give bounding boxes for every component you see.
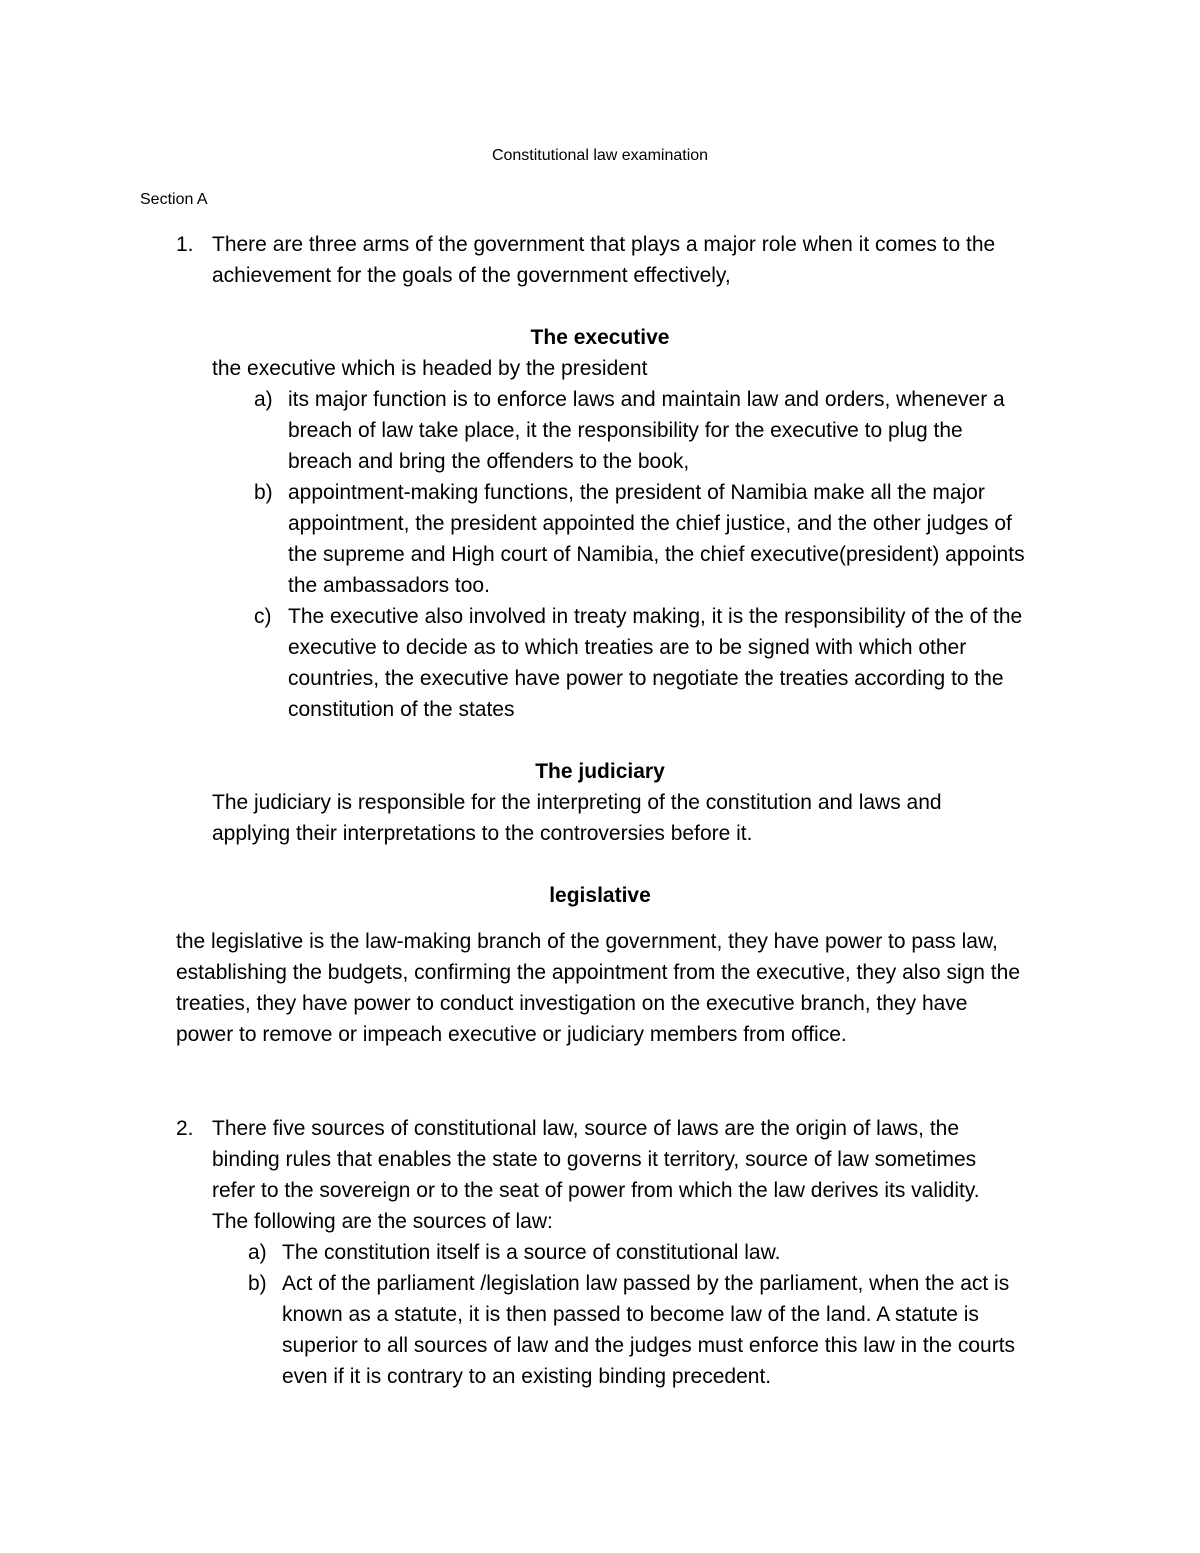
- question-text-line: There are three arms of the government that plays a major role when it comes to the: [212, 233, 996, 256]
- list-item-line: breach and bring the offenders to the book,: [288, 450, 690, 473]
- executive-intro: the executive which is headed by the president: [212, 357, 648, 380]
- question-text-line: binding rules that enables the state to governs it territory, source of law sometimes: [212, 1148, 977, 1171]
- list-item-line: The constitution itself is a source of constitutional law.: [282, 1241, 781, 1264]
- legislative-heading: legislative: [549, 884, 651, 907]
- question-text-line: The following are the sources of law:: [212, 1210, 553, 1233]
- list-label: a): [248, 1241, 267, 1264]
- section-label: Section A: [140, 191, 208, 208]
- judiciary-text-line: applying their interpretations to the controversies before it.: [212, 822, 753, 845]
- list-item-line: executive to decide as to which treaties are to be signed with which other: [288, 636, 967, 659]
- legislative-text-line: establishing the budgets, confirming the appointment from the executive, they also sign the: [176, 961, 1020, 984]
- list-item-line: appointment, the president appointed the chief justice, and the other judges of: [288, 512, 1012, 535]
- judiciary-text-line: The judiciary is responsible for the interpreting of the constitution and laws and: [212, 791, 942, 814]
- list-item-line: breach of law take place, it the responsibility for the executive to plug the: [288, 419, 963, 442]
- list-item-line: the ambassadors too.: [288, 574, 490, 597]
- executive-heading: The executive: [530, 326, 670, 349]
- list-label: c): [254, 605, 272, 628]
- legislative-text-line: power to remove or impeach executive or judiciary members from office.: [176, 1023, 847, 1046]
- list-item-line: superior to all sources of law and the judges must enforce this law in the courts: [282, 1334, 1016, 1357]
- list-item-line: countries, the executive have power to negotiate the treaties according to the: [288, 667, 1004, 690]
- list-item-line: constitution of the states: [288, 698, 515, 721]
- list-label: b): [254, 481, 273, 504]
- question-number: 1.: [176, 233, 194, 256]
- document-title: Constitutional law examination: [491, 147, 709, 164]
- list-label: b): [248, 1272, 267, 1295]
- list-label: a): [254, 388, 273, 411]
- list-item-line: even if it is contrary to an existing binding precedent.: [282, 1365, 772, 1388]
- list-item-line: the supreme and High court of Namibia, the chief executive(president) appoints: [288, 543, 1025, 566]
- list-item-line: its major function is to enforce laws and maintain law and orders, whenever a: [288, 388, 1005, 411]
- list-item-line: known as a statute, it is then passed to become law of the land. A statute is: [282, 1303, 979, 1326]
- legislative-text-line: the legislative is the law-making branch of the government, they have power to pass law,: [176, 930, 998, 953]
- question-number: 2.: [176, 1117, 194, 1140]
- list-item-line: appointment-making functions, the president of Namibia make all the major: [288, 481, 985, 504]
- question-text-line: refer to the sovereign or to the seat of power from which the law derives its validity.: [212, 1179, 980, 1202]
- judiciary-heading: The judiciary: [535, 760, 665, 783]
- question-text-line: achievement for the goals of the government effectively,: [212, 264, 731, 287]
- list-item-line: Act of the parliament /legislation law passed by the parliament, when the act is: [282, 1272, 1010, 1295]
- question-text-line: There five sources of constitutional law, source of laws are the origin of laws, the: [212, 1117, 960, 1140]
- legislative-text-line: treaties, they have power to conduct investigation on the executive branch, they have: [176, 992, 968, 1015]
- list-item-line: The executive also involved in treaty making, it is the responsibility of the of the: [288, 605, 1023, 628]
